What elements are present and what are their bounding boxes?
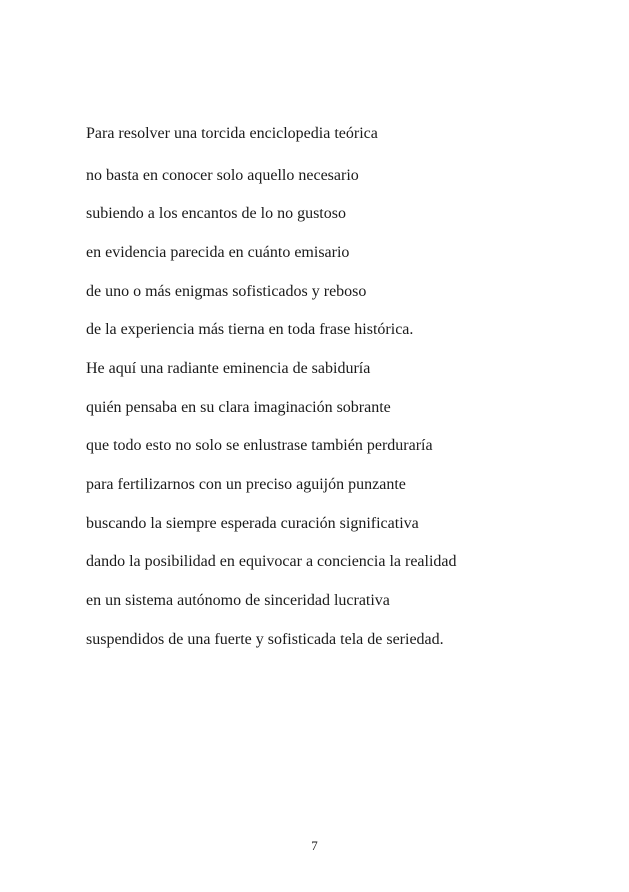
poem-body [86, 124, 606, 668]
poem-line: de la experiencia más tierna en toda frase histórica. [86, 321, 414, 339]
poem-line: subiendo a los encantos de lo no gustoso [86, 205, 346, 223]
poem-line: Para resolver una torcida enciclopedia teórica [86, 125, 378, 142]
poem-line: para fertilizarnos con un preciso aguijón punzante [86, 476, 406, 493]
poem-line: en un sistema autónomo de sinceridad lucrativa [86, 592, 390, 610]
poem-line: que todo esto no solo se enlustrase también perduraría [86, 437, 433, 455]
page-number: 7 [311, 838, 318, 853]
poem-line: en evidencia parecida en cuánto emisario [86, 243, 350, 261]
poem-line: no basta en conocer solo aquello necesario [86, 166, 359, 184]
poem-line: suspendidos de una fuerte y sofisticada tela de seriedad. [86, 630, 444, 648]
poem-line: de uno o más enigmas sofisticados y reboso [86, 282, 367, 300]
poem-line: quién pensaba en su clara imaginación sobrante [86, 398, 391, 416]
poem-line: buscando la siempre esperada curación significativa [86, 514, 419, 532]
poem-line: dando la posibilidad en equivocar a conciencia la realidad [86, 553, 457, 571]
poem-line: He aquí una radiante eminencia de sabiduría [86, 359, 371, 377]
